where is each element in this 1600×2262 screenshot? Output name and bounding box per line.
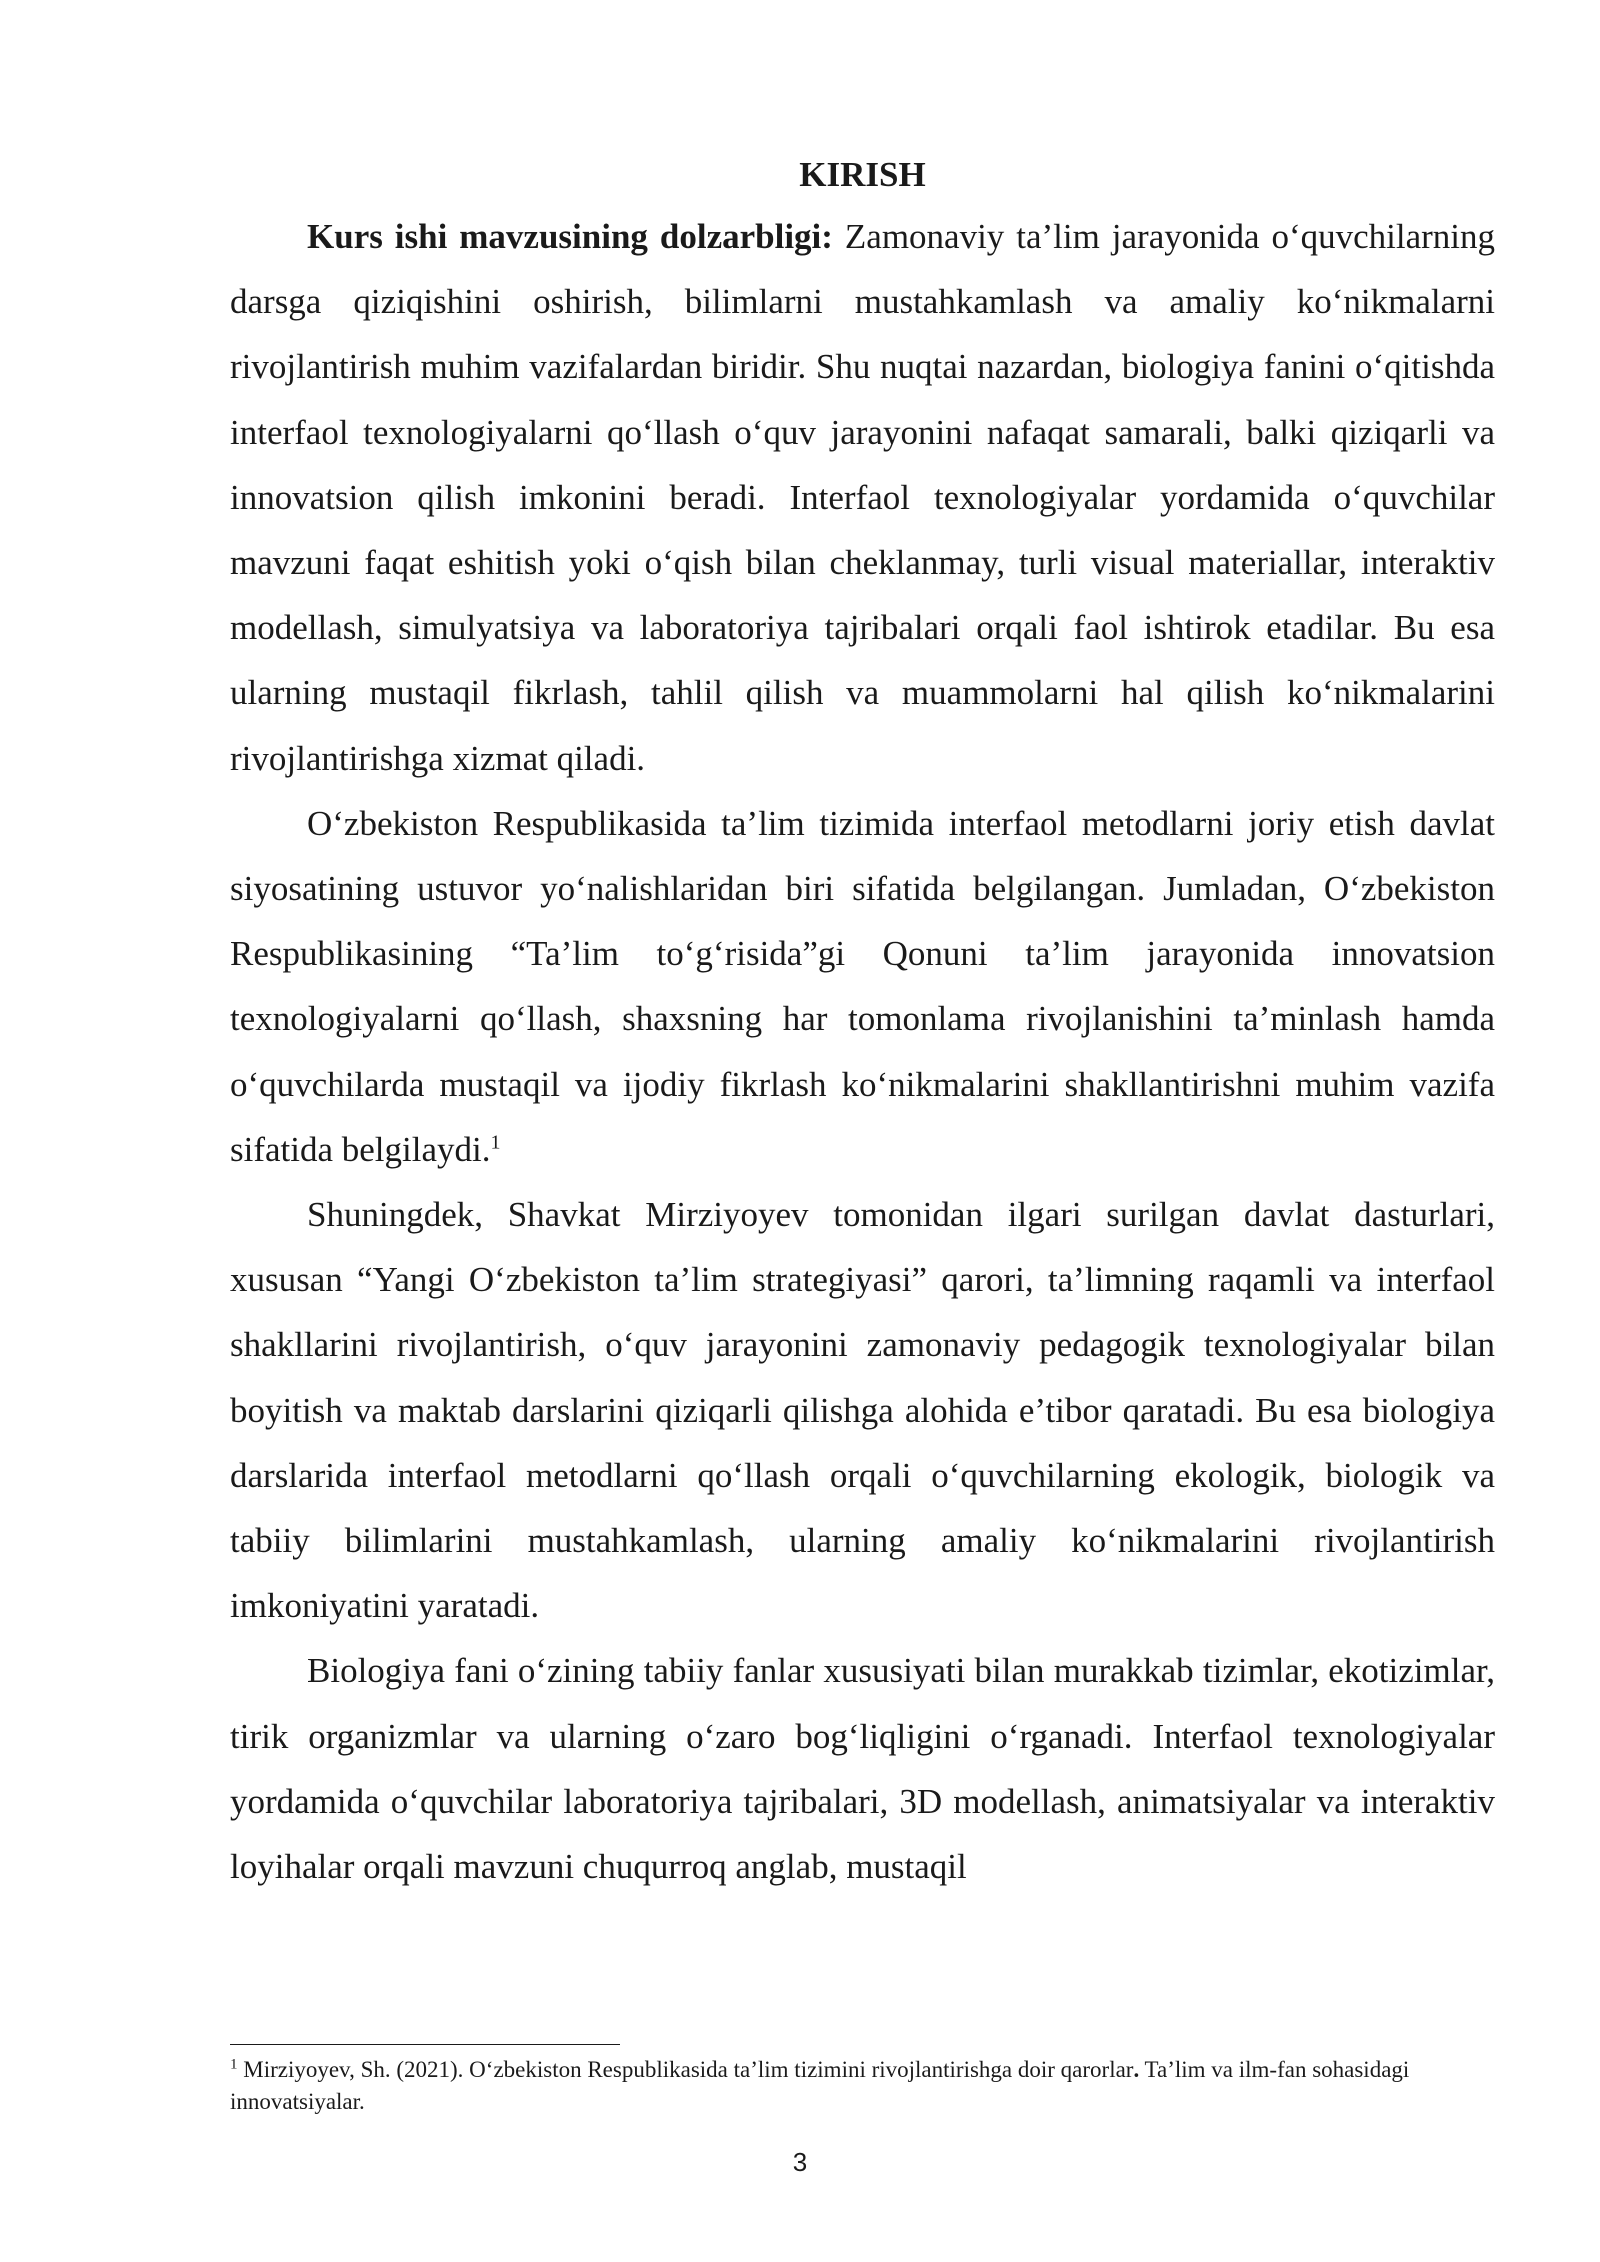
paragraph-text: Zamonaviy ta’lim jarayonida o‘quvchilarning darsga qiziqishini oshirish, bilimlarni mustahkamlash va amaliy ko‘nikmalarni rivojlantirish muhim vazifalardan biridir. Shu nuqtai nazardan, biologiya fanini o‘qitishda interfaol texnologiyalarni qo‘llash o‘quv jarayonini nafaqat samarali, balki qiziqarli va innovatsion qilish imkonini beradi. Interfaol texnologiyalar yordamida o‘quvchilar mavzuni faqat eshitish yoki o‘qish bilan cheklanmay, turli visual materiallar, interaktiv modellash, simulyatsiya va laboratoriya tajribalari orqali faol ishtirok etadilar. Bu esa ularning mustaqil fikrlash, tahlil qilish va muammolarni hal qilish ko‘nikmalarini rivojlantirishga xizmat qiladi. — [230, 217, 1495, 778]
footnote-bold-period: . — [1133, 2057, 1140, 2082]
paragraph-text: O‘zbekiston Respublikasida ta’lim tizimida interfaol metodlarni joriy etish davlat siyosatining ustuvor yo‘nalishlaridan biri sifatida belgilangan. Jumladan, O‘zbekiston Respublikasining “Ta’lim to‘g‘risida”gi Qonuni ta’lim jarayonida innovatsion texnologiyalarni qo‘llash, shaxsning har tomonlama rivojlanishini ta’minlash hamda o‘quvchilarda mustaqil va ijodiy fikrlash ko‘nikmalarini shakllantirishni muhim vazifa sifatida belgilaydi. — [230, 803, 1495, 1169]
footnote-text-end: Ta’lim va ilm-fan sohasidagi innovatsiyalar. — [230, 2057, 1410, 2114]
page-body — [230, 150, 1495, 1899]
paragraph-legislation — [230, 791, 1495, 1182]
page-number: 3 — [792, 2147, 808, 2177]
paragraph-biology — [230, 1638, 1495, 1899]
paragraph-text: Shuningdek, Shavkat Mirziyoyev tomonidan ilgari surilgan davlat dasturlari, xususan “Yangi O‘zbekiston ta’lim strategiyasi” qarori, ta’limning raqamli va interfaol shakllarini rivojlantirish, o‘quv jarayonini zamonaviy pedagogik texnologiyalar bilan boyitish va maktab darslarini qiziqarli qilishga alohida e’tibor qaratadi. Bu esa biologiya darslarida interfaol metodlarni qo‘llash orqali o‘quvchilarning ekologik, biologik va tabiiy bilimlarini mustahkamlash, ularning amaliy ko‘nikmalarini rivojlantirish imkoniyatini yaratadi. — [230, 1195, 1495, 1626]
footnote-number: 1 — [230, 2056, 238, 2073]
footnote-reference[interactable]: 1 — [490, 1131, 501, 1154]
paragraph-relevance — [230, 204, 1495, 791]
paragraph-bold-lead: Kurs ishi mavzusining dolzarbligi: — [307, 217, 833, 256]
footnote-separator — [230, 2044, 620, 2045]
paragraph-strategy — [230, 1182, 1495, 1638]
footnote — [230, 2054, 1495, 2118]
paragraph-text: Biologiya fani o‘zining tabiiy fanlar xususiyati bilan murakkab tizimlar, ekotizimlar, tirik organizmlar va ularning o‘zaro bog‘liqligini o‘rganadi. Interfaol texnologiyalar yordamida o‘quvchilar laboratoriya tajribalari, 3D modellash, animatsiyalar va interaktiv loyihalar orqali mavzuni chuqurroq anglab, mustaqil — [230, 1651, 1495, 1887]
footnote-text: Mirziyoyev, Sh. (2021). O‘zbekiston Respublikasida ta’lim tizimini rivojlantirishga doir qarorlar — [237, 2057, 1134, 2082]
section-title: KIRISH — [799, 155, 926, 194]
